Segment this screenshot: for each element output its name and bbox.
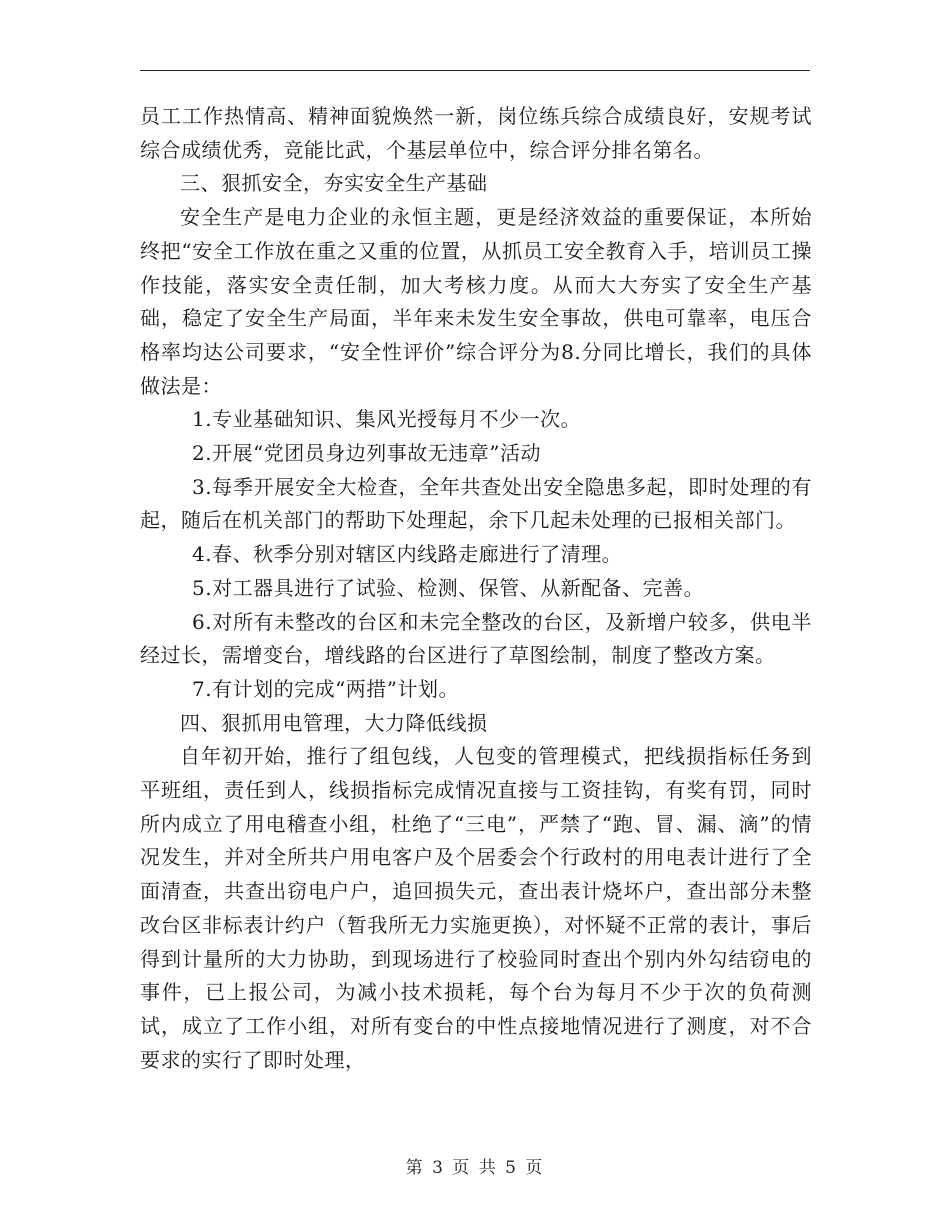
section-heading-electricity: 四、狠抓用电管理，大力降低线损 (180, 710, 488, 735)
section-heading-safety: 三、狠抓安全，夯实安全生产基础 (180, 171, 488, 196)
list-item-2: 2.开展“党团员身边列事故无违章”活动 (192, 441, 542, 466)
list-item-4: 4.春、秋季分别对辖区内线路走廊进行了清理。 (192, 542, 623, 567)
list-item-6: 6.对所有未整改的台区和未完全整改的台区，及新增户较多，供电半经过长，需增变台，增线路的台区进行了草图绘制，制度了整改方案。 (140, 609, 812, 668)
list-item-3: 3.每季开展安全大检查，全年共查处出安全隐患多起，即时处理的有起，随后在机关部门的帮助下处理起，余下几起未处理的已报相关部门。 (140, 474, 812, 533)
paragraph-continuation: 员工工作热情高、精神面貌焕然一新，岗位练兵综合成绩良好，安规考试综合成绩优秀，竞能比武，个基层单位中，综合评分排名第名。 (140, 104, 812, 162)
paragraph-electricity: 自年初开始，推行了组包线，人包变的管理模式，把线损指标任务到平班组，责任到人，线损指标完成情况直接与工资挂钩，有奖有罚，同时所内成立了用电稽查小组，杜绝了“三电”，严禁了“跑、冒、漏、滴”的情况发生，并对全所共户用电客户及个居委会个行政村的用电表计进行了全面清查，共查出窃电户户，追回损失元，查出表计烧坏户，查出部分未整改台区非标表计约户（暂我所无力实施更换），对怀疑不正常的表计，事后得到计量所的大力协助，到现场进行了校验同时查出个别内外勾结窃电的事件，已上报公司，为减小技术损耗，每个台为每月不少于次的负荷测试，成立了工作小组，对所有变台的中性点接地情况进行了测度，对不合要求的实行了即时处理， (140, 744, 812, 1072)
list-item-7: 7.有计划的完成“两措”计划。 (192, 676, 460, 701)
page-footer: 第 3 页 共 5 页 (405, 1158, 545, 1178)
document-body (140, 100, 812, 1077)
list-item-1: 1.专业基础知识、集风光授每月不少一次。 (192, 407, 582, 432)
paragraph-safety: 安全生产是电力企业的永恒主题，更是经济效益的重要保证，本所始终把“安全工作放在重之又重的位置，从抓员工安全教育入手，培训员工操作技能，落实安全责任制，加大考核力度。从而大大夯实了安全生产基础，稳定了安全生产局面，半年来未发生安全事故，供电可靠率，电压合格率均达公司要求，“安全性评价”综合评分为8.分同比增长，我们的具体做法是： (140, 205, 812, 398)
list-item-5: 5.对工器具进行了试验、检测、保管、从新配备、完善。 (192, 575, 705, 600)
header-rule (140, 70, 810, 71)
